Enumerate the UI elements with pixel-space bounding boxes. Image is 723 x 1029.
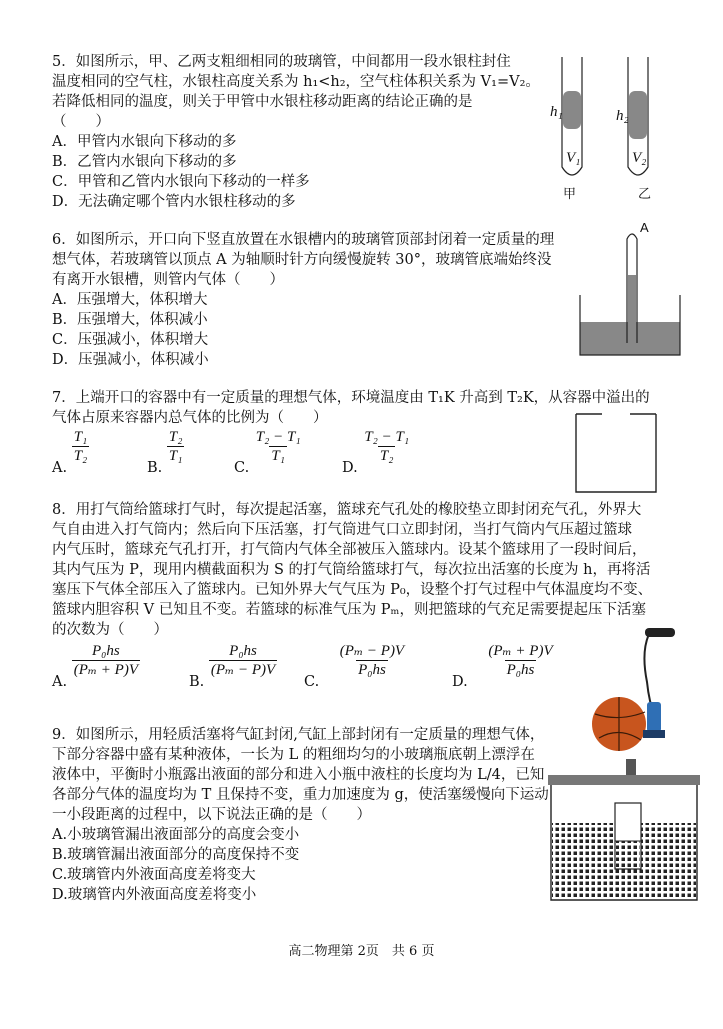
q8-choice-c xyxy=(304,642,406,692)
q6-line-1: 6．如图所示，开口向下竖直放置在水银槽内的玻璃管顶部封闭着一定质量的理 xyxy=(52,232,555,248)
q7-choice-b-label: B. xyxy=(147,460,163,476)
q8-choice-b xyxy=(189,642,277,692)
q8-line-7: 的次数为（ ） xyxy=(52,622,168,638)
q8-choice-a-label: A. xyxy=(52,674,68,690)
q9-line-3: 液体中，平衡时小瓶露出液面的部分和进入小瓶中液柱的长度均为 L/4，已知 xyxy=(52,767,545,783)
q6-option-c: C．压强减小，体积增大 xyxy=(52,332,209,348)
q7-choice-d xyxy=(342,428,411,478)
page-footer: 高二物理第 2页 共 6 页 xyxy=(288,944,435,959)
q6-option-a: A．压强增大，体积增大 xyxy=(52,292,208,308)
q8-choice-d-label: D. xyxy=(452,674,468,690)
q7-line-1: 7．上端开口的容器中有一定质量的理想气体，环境温度由 T₁K 升高到 T₂K，从容器中溢出的 xyxy=(52,390,650,406)
q9-option-a: A.小玻璃管漏出液面部分的高度会变小 xyxy=(52,827,300,843)
question-9 xyxy=(52,725,572,905)
q9-line-1: 9．如图所示，用轻质活塞将气缸封闭,气缸上部封闭有一定质量的理想气体， xyxy=(52,727,545,743)
q8-choice-d xyxy=(452,642,555,692)
q9-cylinder-figure xyxy=(543,755,708,905)
q5-yi-label: 乙 xyxy=(638,186,652,201)
q7-d-denominator: T₂ xyxy=(379,448,394,464)
q9-option-c: C.玻璃管内外液面高度差将变大 xyxy=(52,867,256,883)
q7-b-denominator: T₁ xyxy=(168,448,183,464)
q7-a-numerator: T₁ xyxy=(73,429,88,445)
q5-jia-label: 甲 xyxy=(563,186,577,201)
q8-line-3: 内气压时，篮球充气孔打开，打气筒内气体全部被压入篮球内。设某个篮球用了一段时间后， xyxy=(52,542,647,558)
q7-choice-b xyxy=(147,428,184,478)
q8-b-denominator: (Pₘ − P)V xyxy=(210,662,276,678)
q6-line-2: 想气体，若玻璃管以顶点 A 为轴顺时针方向缓慢旋转 30°，玻璃管底端始终没 xyxy=(52,252,552,268)
q8-line-4: 其内气压为 P，现用内横截面积为 S 的打气筒给篮球打气，每次拉出活塞的长度为 h，再将活 xyxy=(52,562,651,578)
q6-option-d: D．压强减小，体积减小 xyxy=(52,352,209,368)
q7-b-numerator: T₂ xyxy=(168,429,183,445)
q5-line-3: 若降低相同的温度，则关于甲管中水银柱移动距离的结论正确的是 xyxy=(52,94,473,110)
q6-option-b: B．压强增大，体积减小 xyxy=(52,312,208,328)
q7-line-2: 气体占原来容器内总气体的比例为（ ） xyxy=(52,410,328,426)
q8-d-denominator: P₀hs xyxy=(506,662,535,678)
q9-line-4: 各部分气体的温度均为 T 且保持不变，重力加速度为 g，使活塞缓慢向下运动 xyxy=(52,787,549,803)
q5-h2-label: h₂ xyxy=(616,108,629,124)
q5-option-b: B．乙管内水银向下移动的多 xyxy=(52,154,237,170)
q7-c-numerator: T₂ − T₁ xyxy=(255,429,301,445)
q8-line-6: 篮球内胆容积 V 已知且不变。若篮球的标准气压为 Pₘ，则把篮球的气充足需要提起压下活塞 xyxy=(52,602,646,618)
q8-c-denominator: P₀hs xyxy=(358,662,386,678)
q6-a-label: A xyxy=(640,220,649,235)
q8-a-denominator: (Pₘ + P)V xyxy=(73,662,139,678)
q7-a-denominator: T₂ xyxy=(73,448,88,464)
q7-c-denominator: T₁ xyxy=(271,448,285,464)
q8-c-numerator: (Pₘ − P)V xyxy=(339,643,405,659)
q5-line-2: 温度相同的空气柱，水银柱高度关系为 h₁<h₂，空气柱体积关系为 V₁=V₂。 xyxy=(52,74,540,90)
q6-line-3: 有离开水银槽，则管内气体（ ） xyxy=(52,272,284,288)
q5-v2-label: V₂ xyxy=(632,150,647,166)
q5-option-c: C．甲管和乙管内水银向下移动的一样多 xyxy=(52,174,310,190)
q8-line-2: 气自由进入打气筒内；然后向下压活塞，打气筒进气口立即封闭，当打气筒内气压超过篮球 xyxy=(52,522,632,538)
q8-line-5: 塞压下气体全部压入了篮球内。已知外界大气气压为 P₀，设整个打气过程中气体温度均不变、 xyxy=(52,582,653,598)
q5-option-d: D．无法确定哪个管内水银柱移动的多 xyxy=(52,194,296,210)
q8-choice-a xyxy=(52,642,140,692)
q7-choice-c xyxy=(234,428,303,478)
question-5 xyxy=(52,52,552,212)
q9-option-d: D.玻璃管内外液面高度差将变小 xyxy=(52,887,257,903)
q6-trough-figure xyxy=(575,225,685,365)
q5-option-a: A．甲管内水银向下移动的多 xyxy=(52,134,237,150)
q5-tubes-figure xyxy=(540,55,680,205)
q8-line-1: 8．用打气筒给篮球打气时，每次提起活塞，篮球充气孔处的橡胶垫立即封闭充气孔，外界大 xyxy=(52,502,642,518)
q9-line-5: 一小段距离的过程中，以下说法正确的是（ ） xyxy=(52,807,371,823)
question-8 xyxy=(52,500,712,640)
q5-line-4: （ ） xyxy=(52,114,110,130)
q8-a-numerator: P₀hs xyxy=(92,643,120,659)
q8-d-numerator: (Pₘ + P)V xyxy=(488,643,553,659)
q5-v1-label: V₁ xyxy=(566,150,581,166)
q8-choice-b-label: B. xyxy=(189,674,205,690)
q7-container-figure xyxy=(572,410,662,496)
q7-choice-d-label: D. xyxy=(342,460,358,476)
basketball-pump-figure xyxy=(585,622,695,752)
q7-choice-c-label: C. xyxy=(234,460,250,476)
q7-choice-a xyxy=(52,428,89,478)
q5-h1-label: h₁ xyxy=(550,104,563,120)
q8-choice-c-label: C. xyxy=(304,674,320,690)
q5-line-1: 5．如图所示，甲、乙两支粗细相同的玻璃管，中间都用一段水银柱封住 xyxy=(52,54,511,70)
question-6 xyxy=(52,230,592,370)
q9-option-b: B.玻璃管漏出液面部分的高度保持不变 xyxy=(52,847,300,863)
q7-d-numerator: T₂ − T₁ xyxy=(364,429,410,445)
q7-choice-a-label: A. xyxy=(52,460,68,476)
q9-line-2: 下部分容器中盛有某种液体，一长为 L 的粗细均匀的小玻璃瓶底朝上漂浮在 xyxy=(52,747,535,763)
q8-b-numerator: P₀hs xyxy=(229,643,257,659)
